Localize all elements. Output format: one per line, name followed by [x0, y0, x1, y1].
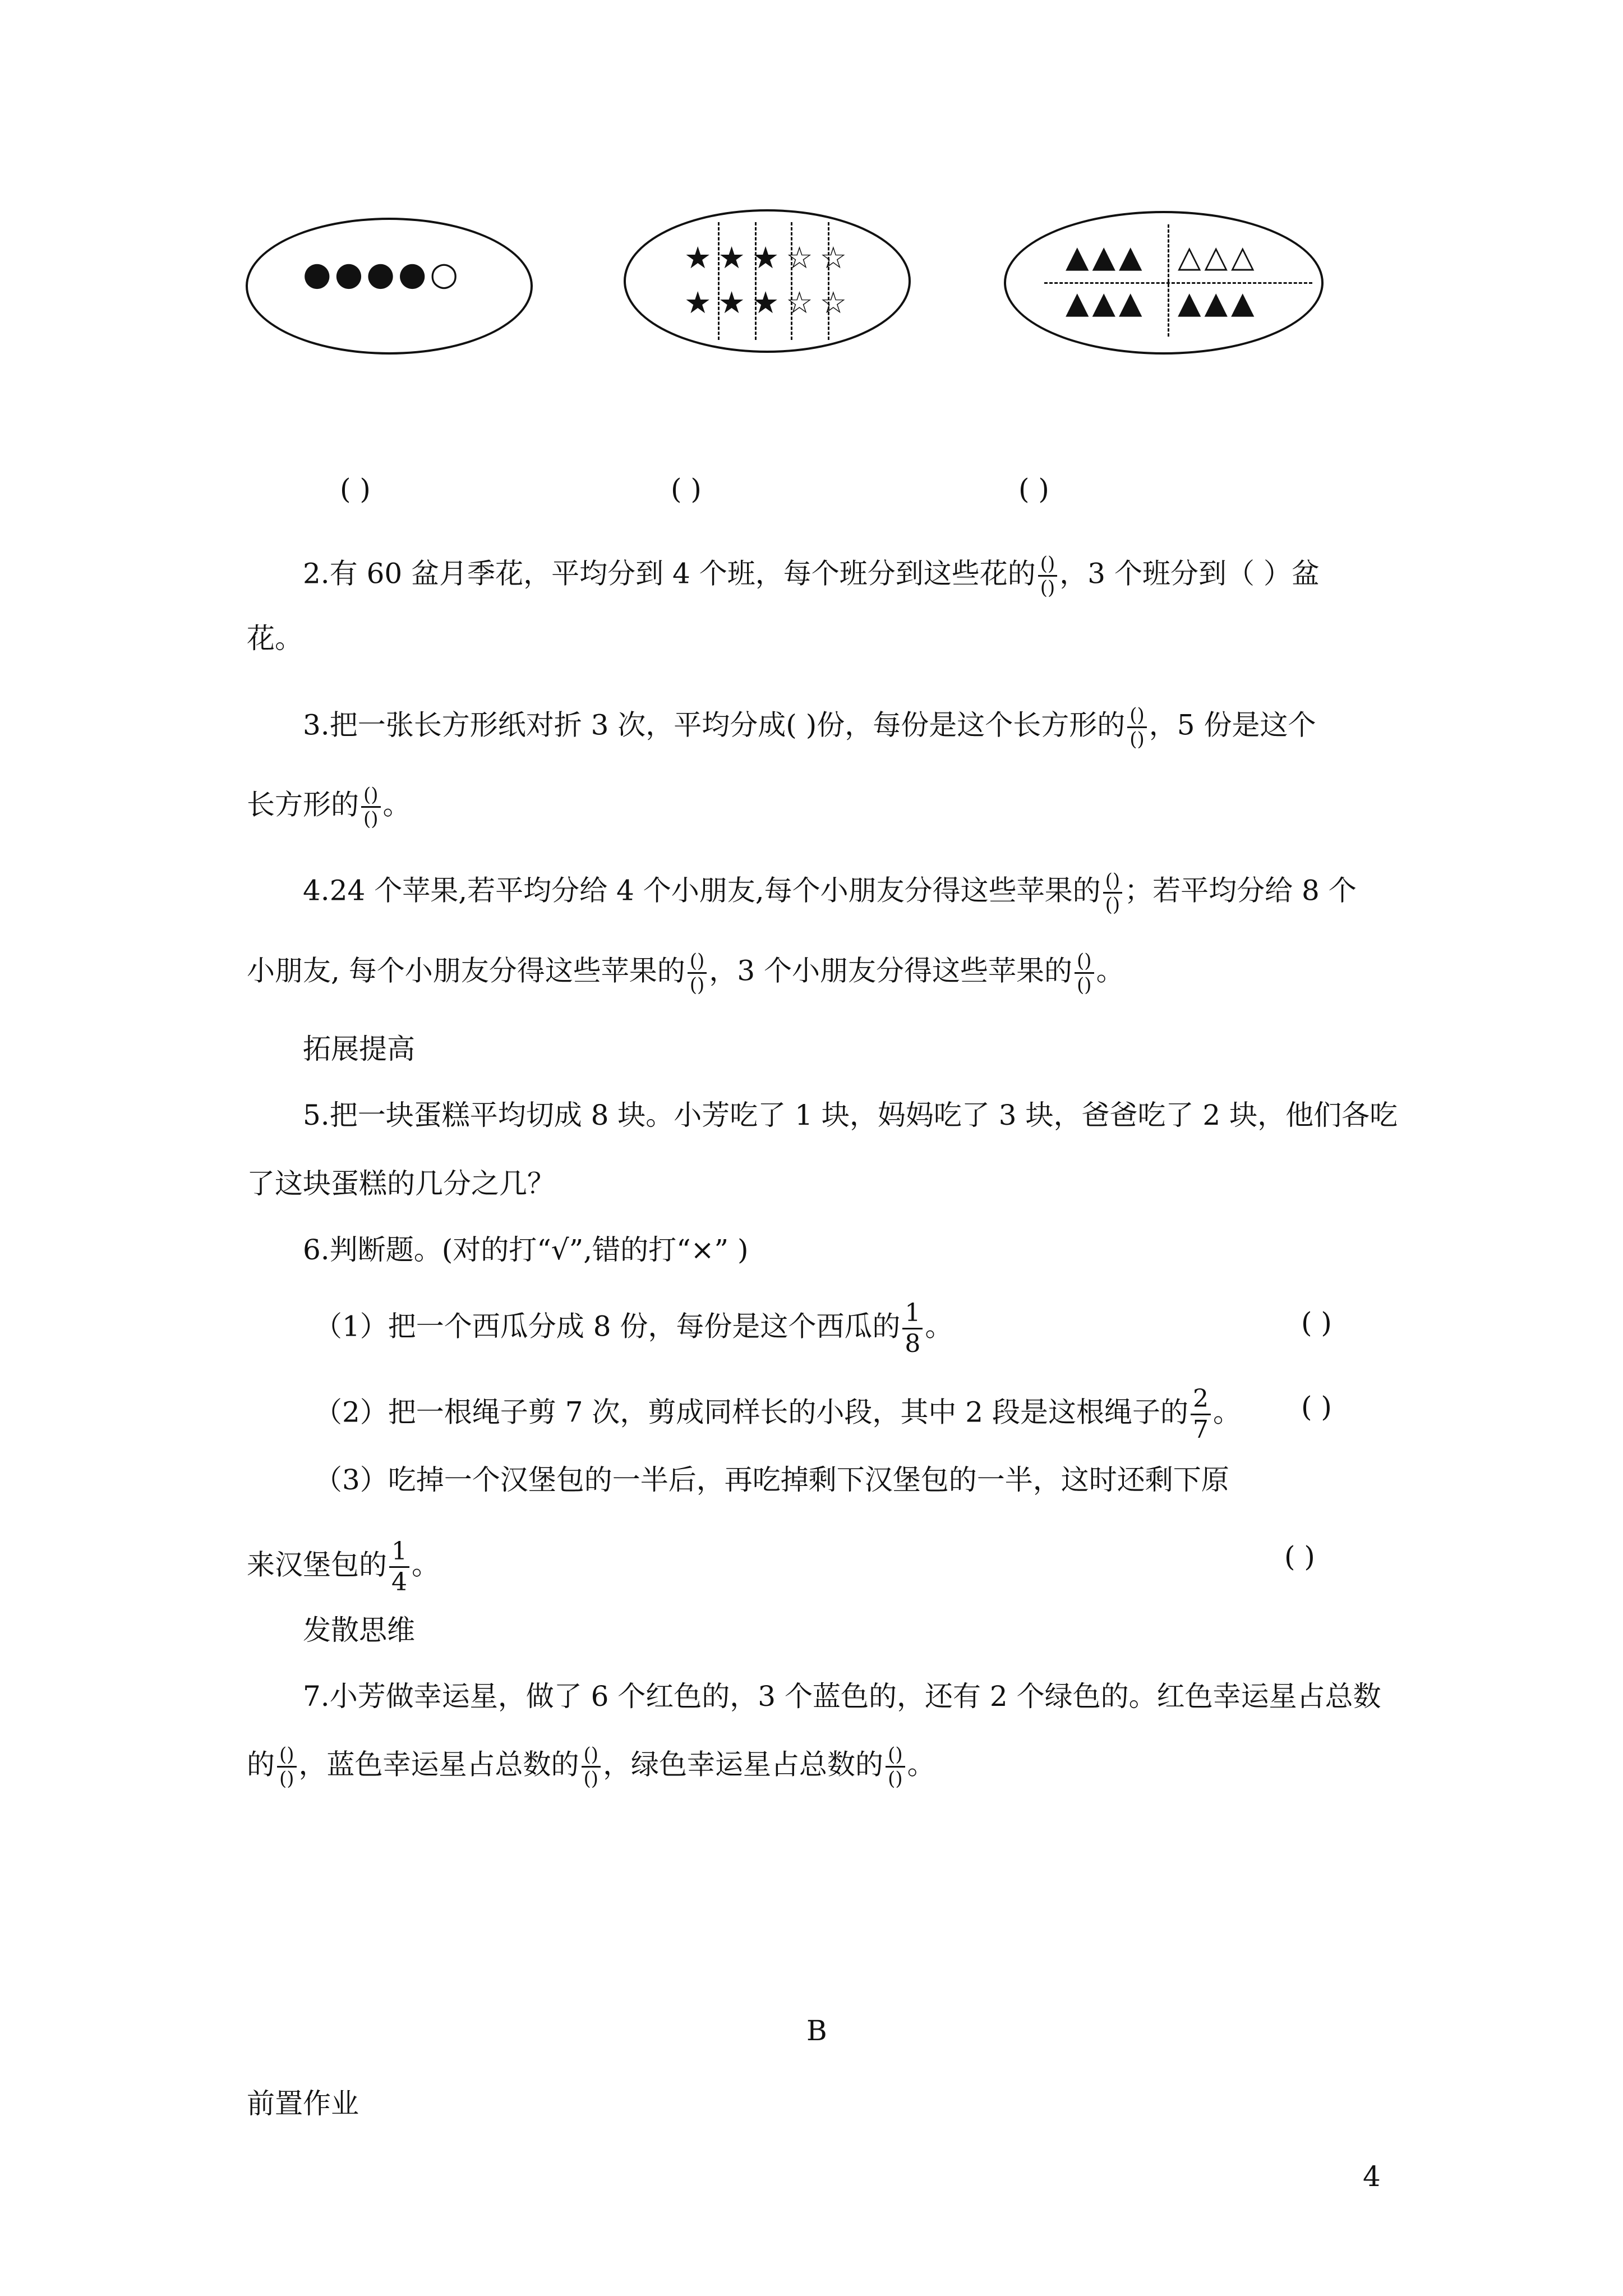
q4-denominator-3: ()	[1077, 974, 1092, 996]
q7-fraction-3[interactable]	[886, 1743, 905, 1790]
page-number: 4	[1363, 2160, 1381, 2193]
q7-denominator-3: ()	[888, 1768, 903, 1790]
q6-1-end: 。	[925, 1310, 953, 1343]
q2-text-b: ，3 个班分到（ ）盆	[1059, 557, 1320, 590]
circles-symbols: ●●●●○	[303, 255, 462, 293]
triangles-row2-right: ▲▲▲	[1178, 285, 1258, 320]
question-4-line-2	[247, 950, 1124, 996]
q4-denominator-1: ()	[1105, 894, 1121, 916]
q7-text-d: 。	[907, 1748, 935, 1781]
question-6-item-3-line-2	[247, 1537, 440, 1597]
q4-numerator-2: ()	[688, 950, 707, 974]
q3-text-d: 。	[382, 788, 411, 821]
question-6-item-3-line-1: （3）吃掉一个汉堡包的一半后，再吃掉剩下汉堡包的一半，这时还剩下原	[314, 1464, 1229, 1496]
q4-text-a: 4.24 个苹果,若平均分给 4 个小朋友,每个小朋友分得这些苹果的	[303, 874, 1101, 907]
section-extend-heading: 拓展提高	[303, 1033, 415, 1065]
question-5-line-1: 5.把一块蛋糕平均切成 8 块。小芳吃了 1 块，妈妈吃了 3 块，爸爸吃了 2 块，他们各吃	[303, 1099, 1398, 1131]
section-pre-heading: 前置作业	[247, 2087, 359, 2120]
triangles-vertical-divider	[1168, 224, 1169, 337]
triangles-row1-right: △△△	[1178, 239, 1258, 274]
question-4-line-1	[303, 869, 1357, 916]
q3-text-a: 3.把一张长方形纸对折 3 次，平均分成( )份，每份是这个长方形的	[303, 708, 1126, 742]
q7-text-a: 的	[247, 1748, 275, 1781]
q6-3-numerator: 1	[389, 1537, 409, 1568]
q6-1-numerator: 1	[902, 1299, 923, 1329]
q6-2-numerator: 2	[1191, 1384, 1211, 1415]
q6-2-answer-blank[interactable]: ( )	[1301, 1391, 1332, 1423]
answer-blank-3[interactable]: ( )	[1018, 473, 1049, 505]
q4-fraction-1[interactable]	[1103, 869, 1123, 916]
question-5-line-2: 了这块蛋糕的几分之几？	[247, 1167, 555, 1200]
q4-numerator-3: ()	[1075, 950, 1094, 974]
q4-numerator-1: ()	[1103, 869, 1123, 894]
q6-2-denominator: 7	[1193, 1415, 1209, 1444]
q7-text-c: ，绿色幸运星占总数的	[603, 1748, 884, 1781]
q7-numerator-3: ()	[886, 1743, 905, 1768]
question-3-line-1	[303, 704, 1316, 751]
question-7-line-2	[247, 1743, 935, 1790]
q7-fraction-1[interactable]	[277, 1743, 297, 1790]
triangles-row2-left: ▲▲▲	[1066, 285, 1146, 320]
stars-row-1: ★★★☆☆	[684, 240, 854, 275]
q7-denominator-2: ()	[583, 1768, 599, 1790]
answer-blank-2[interactable]: ( )	[671, 473, 702, 505]
q7-denominator-1: ()	[279, 1768, 294, 1790]
q6-3-answer-blank[interactable]: ( )	[1284, 1540, 1315, 1573]
q6-1-text: （1）把一个西瓜分成 8 份，每份是这个西瓜的	[314, 1310, 901, 1343]
triangles-row1-left: ▲▲▲	[1066, 239, 1146, 274]
q3-fraction-2[interactable]	[361, 784, 381, 830]
q6-3-denominator: 4	[391, 1568, 407, 1596]
figure-oval-stars	[624, 209, 911, 353]
question-6-item-2	[314, 1384, 1241, 1444]
q2-fraction[interactable]	[1038, 553, 1058, 599]
question-2-line-2: 花。	[247, 622, 303, 655]
q2-text-a: 2.有 60 盆月季花，平均分到 4 个班，每个班分到这些花的	[303, 557, 1036, 590]
q6-3-text-b: 来汉堡包的	[247, 1548, 387, 1581]
q4-text-d: ，3 个小朋友分得这些苹果的	[709, 954, 1073, 987]
q7-text-b: ，蓝色幸运星占总数的	[298, 1748, 579, 1781]
q2-numerator: ()	[1038, 553, 1058, 577]
q3-text-b: ，5 份是这个	[1149, 708, 1316, 742]
q6-3-fraction	[389, 1537, 409, 1597]
q6-3-end: 。	[412, 1548, 440, 1581]
q4-denominator-2: ()	[689, 974, 705, 996]
q4-text-b: ；若平均分给 8 个	[1124, 874, 1357, 907]
question-6-item-1	[314, 1299, 953, 1359]
question-6-title: 6.判断题。(对的打“√”,错的打“×” )	[303, 1234, 749, 1266]
section-b-heading: B	[806, 2014, 827, 2047]
q3-numerator-2: ()	[361, 784, 381, 808]
q6-2-text: （2）把一根绳子剪 7 次，剪成同样长的小段，其中 2 段是这根绳子的	[314, 1396, 1189, 1429]
q4-text-c: 小朋友, 每个小朋友分得这些苹果的	[247, 954, 685, 987]
question-3-line-2	[247, 784, 411, 830]
q4-fraction-3[interactable]	[1075, 950, 1094, 996]
stars-row-2: ★★★☆☆	[684, 285, 854, 320]
q3-fraction-1[interactable]	[1127, 704, 1147, 751]
question-2-line-1	[303, 553, 1320, 599]
q6-2-fraction	[1191, 1384, 1211, 1444]
q7-numerator-1: ()	[277, 1743, 297, 1768]
q3-denominator-1: ()	[1129, 728, 1145, 751]
triangles-horizontal-divider	[1044, 282, 1312, 284]
q7-fraction-2[interactable]	[582, 1743, 601, 1790]
answer-blank-1[interactable]: ( )	[340, 473, 371, 505]
q2-denominator: ()	[1040, 577, 1055, 599]
q6-1-fraction	[902, 1299, 923, 1359]
q3-denominator-2: ()	[363, 808, 379, 830]
q3-text-c: 长方形的	[247, 788, 359, 821]
q3-numerator-1: ()	[1127, 704, 1147, 728]
q4-fraction-2[interactable]	[688, 950, 707, 996]
section-diverge-heading: 发散思维	[303, 1614, 415, 1646]
q6-1-denominator: 8	[905, 1329, 921, 1358]
q6-2-end: 。	[1213, 1396, 1242, 1429]
question-7-line-1: 7.小芳做幸运星，做了 6 个红色的，3 个蓝色的，还有 2 个绿色的。红色幸运星占总数	[303, 1680, 1381, 1713]
q6-1-answer-blank[interactable]: ( )	[1301, 1306, 1332, 1339]
q4-text-e: 。	[1096, 954, 1124, 987]
q7-numerator-2: ()	[582, 1743, 601, 1768]
